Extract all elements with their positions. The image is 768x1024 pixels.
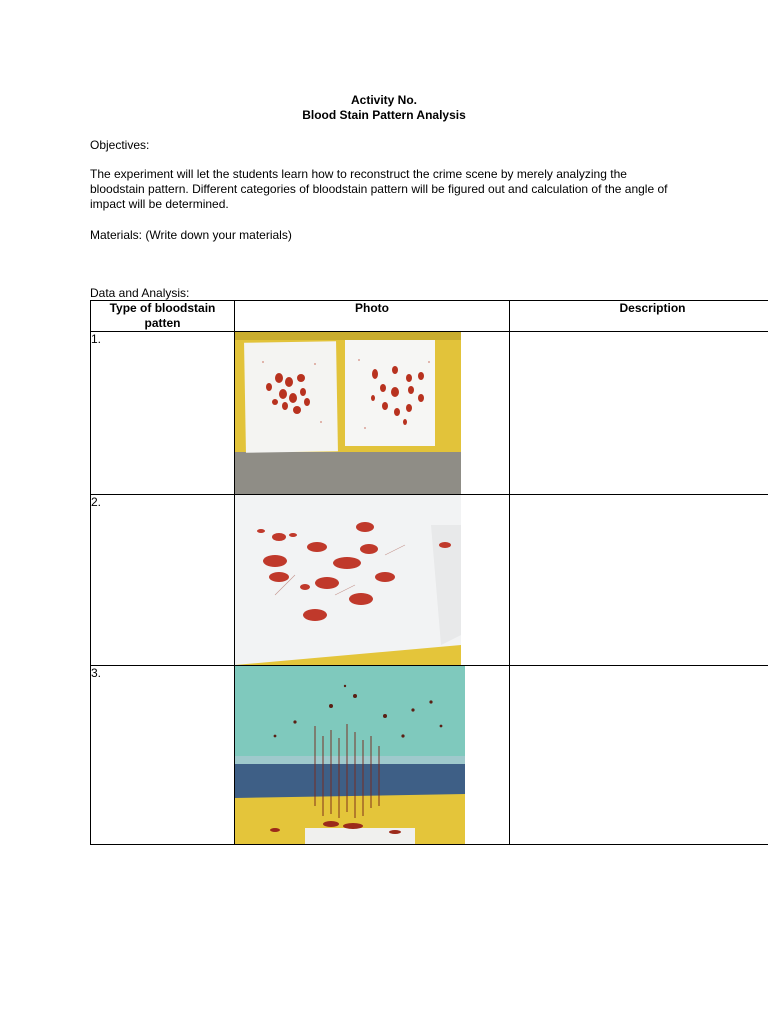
bloodstain-photo-1 (235, 332, 461, 494)
objectives-paragraph: The experiment will let the students learn how to reconstruct the crime scene by merely analyzing the bloodstain pattern. Different categories of bloodstain pattern will be figured out and calculation of the angle of impact will be determined. (90, 167, 668, 211)
activity-title: Activity No. (350, 93, 417, 107)
activity-subtitle: Blood Stain Pattern Analysis (302, 108, 466, 122)
table-row (91, 666, 768, 845)
data-analysis-label: Data and Analysis: (90, 286, 190, 300)
row-number-cell (91, 495, 235, 666)
header-description: Description (510, 301, 768, 332)
analysis-table (90, 300, 768, 845)
table-row (91, 332, 768, 495)
header-type: Type of bloodstain patten (91, 301, 235, 332)
photo-cell (235, 332, 510, 495)
row-number: 2. (91, 495, 102, 509)
description-cell[interactable] (510, 495, 768, 666)
description-cell[interactable] (510, 666, 768, 845)
row-number: 3. (91, 666, 102, 680)
photo-cell (235, 495, 510, 666)
photo-cell (235, 666, 510, 845)
header-photo: Photo (235, 301, 510, 332)
bloodstain-photo-3 (235, 666, 465, 844)
objectives-label: Objectives: (90, 138, 150, 152)
description-cell[interactable] (510, 332, 768, 495)
table-header-row (91, 301, 768, 332)
row-number-cell (91, 666, 235, 845)
materials-label: Materials: (Write down your materials) (90, 228, 292, 242)
bloodstain-photo-2 (235, 495, 461, 665)
row-number: 1. (91, 332, 102, 346)
table-row (91, 495, 768, 666)
row-number-cell (91, 332, 235, 495)
